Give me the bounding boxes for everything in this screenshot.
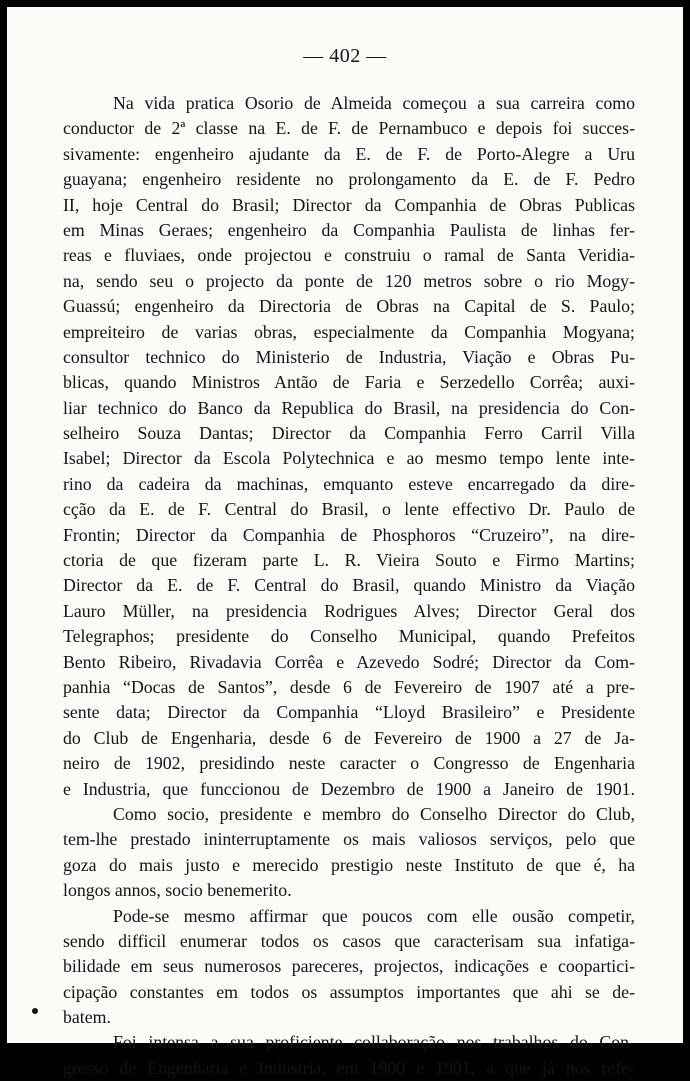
text-line: neiro de 1902, presidindo neste caracter o Congresso de Engenharia xyxy=(63,753,635,774)
page-number: — 402 — xyxy=(303,45,387,67)
text-line: panhia “Docas de Santos”, desde 6 de Fevereiro de 1907 até a pre- xyxy=(63,676,635,697)
text-line: Guassú; engenheiro da Directoria de Obras na Capital de S. Paulo; xyxy=(63,296,635,317)
text-line: Pode-se mesmo affirmar que poucos com elle ousão competir, xyxy=(113,905,635,926)
text-line: gresso de Engenharia e Industria, em 1900 e 1901, a que já nos refe- xyxy=(63,1057,635,1078)
text-line: bilidade em seus numerosos pareceres, projectos, indicações e coopartici- xyxy=(63,956,635,977)
text-line: Telegraphos; presidente do Conselho Municipal, quando Prefeitos xyxy=(63,626,635,647)
text-line: reas e fluviaes, onde projectou e construiu o ramal de Santa Veridia- xyxy=(63,245,635,266)
text-line: Bento Ribeiro, Rivadavia Corrêa e Azevedo Sodré; Director da Com- xyxy=(63,651,635,672)
text-line: consultor technico do Ministerio de Industria, Viação e Obras Pu- xyxy=(63,346,635,367)
text-line: e Industria, que funccionou de Dezembro de 1900 a Janeiro de 1901. xyxy=(63,778,635,799)
text-line: II, hoje Central do Brasil; Director da Companhia de Obras Publicas xyxy=(63,194,635,215)
text-line: conductor de 2ª classe na E. de F. de Pernambuco e depois foi succes- xyxy=(63,118,635,139)
text-line: batem. xyxy=(63,1007,111,1028)
text-line: Isabel; Director da Escola Polytechnica e ao mesmo tempo lente inte- xyxy=(63,448,635,469)
text-line: Foi intensa a sua proficiente collaboração nos trabalhos do Con- xyxy=(113,1032,635,1053)
text-line: Como socio, presidente e membro do Conselho Director do Club, xyxy=(113,803,635,824)
text-line: goza do mais justo e merecido prestigio neste Instituto de que é, ha xyxy=(63,854,635,875)
text-line: Frontin; Director da Companhia de Phosphoros “Cruzeiro”, na dire- xyxy=(63,524,635,545)
text-line: na, sendo seu o projecto da ponte de 120 metros sobre o rio Mogy- xyxy=(63,270,635,291)
text-line: sivamente: engenheiro ajudante da E. de F. de Porto-Alegre a Uru xyxy=(63,143,635,164)
text-line: Director da E. de F. Central do Brasil, quando Ministro da Viação xyxy=(63,575,635,596)
text-line: do Club de Engenharia, desde 6 de Fevereiro de 1900 a 27 de Ja- xyxy=(63,727,635,748)
margin-bullet-mark xyxy=(32,1008,38,1014)
document-page xyxy=(7,7,683,1078)
text-line: Na vida pratica Osorio de Almeida começou a sua carreira como xyxy=(113,93,635,113)
text-line: longos annos, socio benemerito. xyxy=(63,880,292,901)
body-text xyxy=(63,91,635,1081)
text-line: cção da E. de F. Central do Brasil, o lente effectivo Dr. Paulo de xyxy=(63,499,635,520)
text-line: blicas, quando Ministros Antão de Faria e Serzedello Corrêa; auxi- xyxy=(63,372,635,393)
text-line: Lauro Müller, na presidencia Rodrigues Alves; Director Geral dos xyxy=(63,600,635,621)
text-line: em Minas Geraes; engenheiro da Companhia Paulista de linhas fer- xyxy=(63,219,635,240)
text-line: sente data; Director da Companhia “Lloyd Brasileiro” e Presidente xyxy=(63,702,635,723)
text-line: rino da cadeira da machinas, emquanto esteve encarregado da dire- xyxy=(63,473,635,494)
text-line: cipação constantes em todos os assumptos importantes que ahi se de- xyxy=(63,981,635,1002)
text-line: sendo difficil enumerar todos os casos que caracterisam sua infatiga- xyxy=(63,930,635,951)
text-line: liar technico do Banco da Republica do Brasil, na presidencia do Con- xyxy=(63,397,635,418)
text-line: empreiteiro de varias obras, especialmente da Companhia Mogyana; xyxy=(63,321,635,342)
text-line: guayana; engenheiro residente no prolongamento da E. de F. Pedro xyxy=(63,169,635,190)
text-line: ctoria de que fizeram parte L. R. Vieira Souto e Firmo Martins; xyxy=(63,550,635,571)
text-line: selheiro Souza Dantas; Director da Companhia Ferro Carril Villa xyxy=(63,423,635,444)
text-line: tem-lhe prestado ininterruptamente os mais valiosos serviços, pelo que xyxy=(63,829,635,850)
